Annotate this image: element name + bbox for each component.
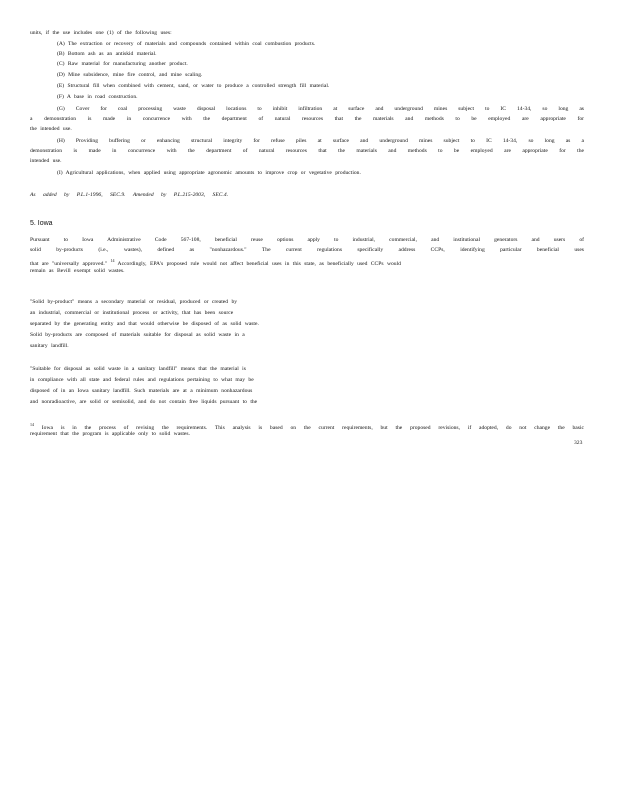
list-item-i: (I) Agricultural applications, when applied using appropriate agronomic amounts to improve crop or vegetative production. xyxy=(57,170,361,176)
intro-line: units, if the use includes one (1) of the following uses: xyxy=(30,30,172,36)
list-item-e: (E) Structural fill when combined with cement, sand, or water to produce a controlled strength fill material. xyxy=(57,83,330,89)
section-heading: 5. Iowa xyxy=(30,220,53,227)
iowa-paragraph-line-2: solid by-products (i.e., wastes), defined as "nonhazardous." The current regulations specifically address CCPs, identifying particular beneficial uses xyxy=(30,247,584,253)
definition-1-line-2: an industrial, commercial or institutional process or activity, that has been source xyxy=(30,310,234,316)
list-item-b: (B) Bottom ash as an antiskid material. xyxy=(57,51,157,57)
definition-2-line-1: "Suitable for disposal as solid waste in a sanitary landfill" means that the material is xyxy=(30,366,246,372)
iowa-paragraph-line-3 xyxy=(30,257,401,268)
footnote-line-1-text: Iowa is in the process of revising the requirements. This analysis is based on the current requirements, but the proposed revisions, if adopted, do not change the basic xyxy=(41,424,584,431)
list-item-g-line-3: the intended use. xyxy=(30,126,72,132)
list-item-f: (F) A base in road construction. xyxy=(57,94,138,100)
list-item-d: (D) Mine subsidence, mine fire control, and mine scaling. xyxy=(57,72,203,78)
list-item-h-line-2: demonstration is made in concurrence with the department of natural resources that the materials and methods to be employed are appropriate for the xyxy=(30,148,584,154)
list-item-g-line-2: a demonstration is made in concurrence with the department of natural resources that the materials and methods to be employed are appropriate for xyxy=(30,116,584,122)
footnote-mark: 14 xyxy=(30,422,34,427)
footnote-reference: 14 xyxy=(110,258,115,263)
definition-2-line-4: and nonradioactive, are solid or semisolid, and do not contain free liquids pursuant to the xyxy=(30,399,258,405)
list-item-c: (C) Raw material for manufacturing another product. xyxy=(57,61,188,67)
list-item-a: (A) The extraction or recovery of materials and compounds contained within coal combustion products. xyxy=(57,41,316,47)
page-number: 323 xyxy=(574,440,583,446)
iowa-paragraph-line-3-text: that are "universally approved." xyxy=(30,260,108,267)
list-item-h-line-1: (H) Providing buffering or enhancing structural integrity for refuse piles at surface and underground mines subject to IC 14-34, so long as a xyxy=(57,138,584,144)
source-note: As added by P.L.1-1996, SEC.9. Amended by P.L.215-2003, SEC.4. xyxy=(30,192,229,198)
definition-2-line-2: in compliance with all state and federal rules and regulations pertaining to what may be xyxy=(30,377,254,383)
iowa-paragraph-line-1: Pursuant to Iowa Administrative Code 567-108, beneficial reuse options apply to industrial, commercial, and institutional generators and users of xyxy=(30,237,584,243)
footnote-line-2: requirement that the program is applicable only to solid wastes. xyxy=(30,431,190,437)
definition-1-line-4: Solid by-products are composed of materials suitable for disposal as solid waste in a xyxy=(30,332,245,338)
definition-2-line-3: disposed of in an Iowa sanitary landfill. Such materials are at a minimum nonhazardous xyxy=(30,388,253,394)
definition-1-line-3: separated by the generating entity and that would otherwise be disposed of as solid waste. xyxy=(30,321,259,327)
list-item-g-line-1: (G) Cover for coal processing waste disposal locations to inhibit infiltration at surface and underground mines subject to IC 14-34, so long as xyxy=(57,106,584,112)
definition-1-line-1: "Solid by-product" means a secondary material or residual, produced or created by xyxy=(30,299,238,305)
iowa-paragraph-line-4: remain as Bevill exempt solid wastes. xyxy=(30,268,125,274)
definition-1-line-5: sanitary landfill. xyxy=(30,343,69,349)
list-item-h-line-3: intended use. xyxy=(30,158,62,164)
iowa-paragraph-line-3-cont: Accordingly, EPA's proposed rule would not affect beneficial uses in this state, as beneficially used CCPs would xyxy=(117,260,401,267)
